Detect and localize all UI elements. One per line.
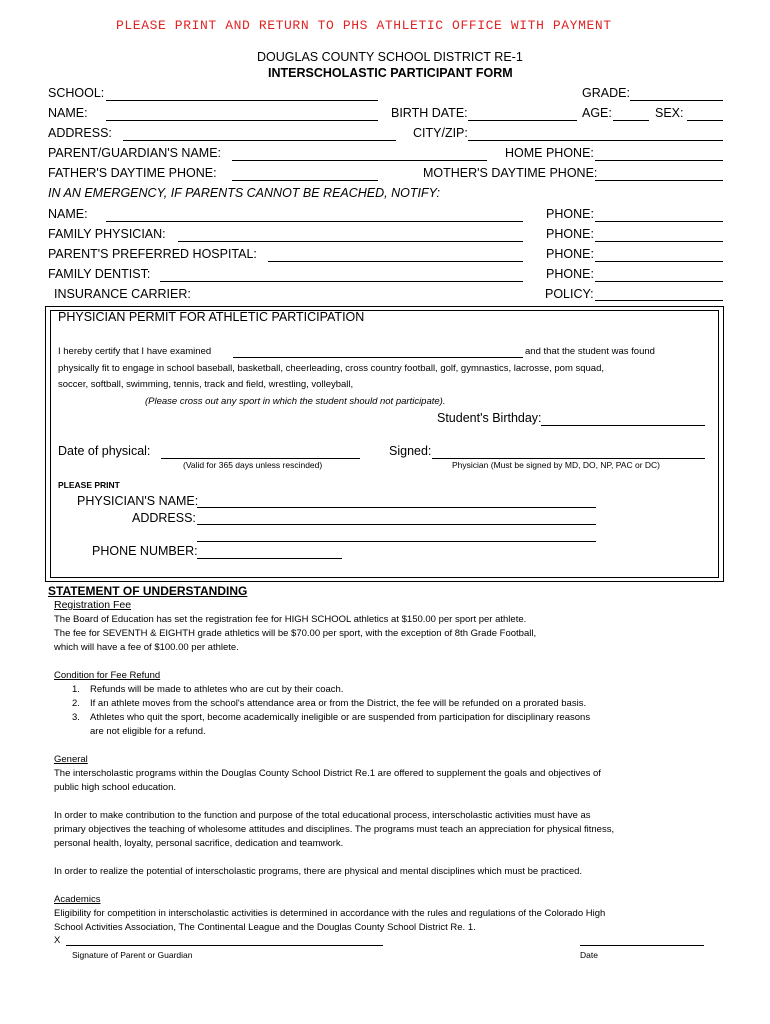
parent-signature-field[interactable] (66, 945, 383, 946)
family-physician-label: FAMILY PHYSICIAN: (48, 227, 166, 241)
academics-heading: Academics (54, 894, 101, 905)
please-print-label: PLEASE PRINT (58, 480, 120, 490)
signature-x-mark: X (54, 935, 61, 946)
grade-field[interactable] (630, 100, 723, 101)
family-dentist-label: FAMILY DENTIST: (48, 267, 151, 281)
age-field[interactable] (613, 120, 649, 121)
general-p2-line-2: primary objectives the teaching of wholesome attitudes and disciplines. The programs must teach an appreciation for physical fitness, (54, 824, 615, 835)
name-label: NAME: (48, 106, 88, 120)
father-phone-field[interactable] (232, 180, 378, 181)
hospital-phone-label: PHONE: (546, 247, 594, 261)
certify-end-text: and that the student was found (525, 346, 655, 357)
form-title: INTERSCHOLASTIC PARTICIPANT FORM (268, 66, 513, 80)
general-p1-line-2: public high school education. (54, 782, 177, 793)
emergency-name-label: NAME: (48, 207, 88, 221)
city-zip-label: CITY/ZIP: (413, 126, 468, 140)
signature-label: Signature of Parent or Guardian (72, 950, 193, 960)
return-notice: PLEASE PRINT AND RETURN TO PHS ATHLETIC OFFICE WITH PAYMENT (116, 18, 612, 33)
emergency-name-field[interactable] (106, 221, 523, 222)
physician-address-label: ADDRESS: (132, 511, 196, 525)
general-p2-line-3: personal health, loyalty, personal sacrifice, dedication and teamwork. (54, 838, 344, 849)
address-field[interactable] (123, 140, 396, 141)
date-of-physical-label: Date of physical: (58, 444, 151, 458)
statement-title: STATEMENT OF UNDERSTANDING (48, 584, 248, 598)
father-phone-label: FATHER'S DAYTIME PHONE: (48, 166, 217, 180)
school-field[interactable] (106, 100, 378, 101)
refund-item-3-cont: are not eligible for a refund. (90, 726, 206, 737)
parent-name-label: PARENT/GUARDIAN'S NAME: (48, 146, 222, 160)
refund-item-2: If an athlete moves from the school's attendance area or from the District, the fee will be refunded on a prorated basis. (90, 698, 587, 709)
dentist-phone-label: PHONE: (546, 267, 594, 281)
cross-out-note: (Please cross out any sport in which the student should not participate). (145, 396, 446, 407)
school-label: SCHOOL: (48, 86, 105, 100)
academics-line-1: Eligibility for competition in interscholastic activities is determined in accordance with the rules and regulations of the Colorado High (54, 908, 606, 919)
name-field[interactable] (106, 120, 378, 121)
dentist-phone-field[interactable] (595, 281, 723, 282)
grade-label: GRADE: (582, 86, 630, 100)
city-zip-field[interactable] (468, 140, 723, 141)
reg-line-2: The fee for SEVENTH & EIGHTH grade athletics will be $70.00 per sport, with the exception of 8th Grade Football, (54, 628, 537, 639)
physician-address-field[interactable] (197, 524, 596, 525)
physician-permit-title: PHYSICIAN PERMIT FOR ATHLETIC PARTICIPATION (58, 310, 365, 324)
general-heading: General (54, 754, 88, 765)
mother-phone-field[interactable] (595, 180, 723, 181)
birth-date-field[interactable] (468, 120, 577, 121)
refund-item-1: Refunds will be made to athletes who are cut by their coach. (90, 684, 344, 695)
reg-line-3: which will have a fee of $100.00 per athlete. (54, 642, 239, 653)
physician-phone-label: PHONE: (546, 227, 594, 241)
registration-heading: Registration Fee (54, 599, 132, 611)
physician-phone-field[interactable] (595, 241, 723, 242)
academics-line-2: School Activities Association, The Continental League and the Douglas County School District Re. 1. (54, 922, 476, 933)
physician-name-label: PHYSICIAN'S NAME: (77, 494, 199, 508)
mother-phone-label: MOTHER'S DAYTIME PHONE: (423, 166, 598, 180)
preferred-hospital-label: PARENT'S PREFERRED HOSPITAL: (48, 247, 257, 261)
students-birthday-field[interactable] (541, 425, 705, 426)
certify-text: I hereby certify that I have examined (58, 346, 212, 357)
date-of-physical-field[interactable] (161, 458, 360, 459)
general-p2-line-1: In order to make contribution to the function and purpose of the total educational process, interscholastic activities must have as (54, 810, 591, 821)
hospital-phone-field[interactable] (595, 261, 723, 262)
sex-label: SEX: (655, 106, 684, 120)
physician-name-field[interactable] (197, 507, 596, 508)
policy-label: POLICY: (545, 287, 594, 301)
refund-heading: Condition for Fee Refund (54, 670, 161, 681)
fit-line-2: soccer, softball, swimming, tennis, track and field, wrestling, volleyball, (58, 379, 354, 390)
signed-label: Signed: (389, 444, 432, 458)
refund-item-3: Athletes who quit the sport, become academically ineligible or are suspended from participation for disciplinary reasons (90, 712, 591, 723)
signed-note: Physician (Must be signed by MD, DO, NP, PAC or DC) (452, 460, 661, 470)
physician-phone-number-field[interactable] (197, 558, 342, 559)
preferred-hospital-field[interactable] (268, 261, 523, 262)
general-p1-line-1: The interscholastic programs within the Douglas County School District Re.1 are offered to supplement the goals and objectives of (54, 768, 601, 779)
refund-item-1-num: 1. (72, 684, 80, 695)
district-title: DOUGLAS COUNTY SCHOOL DISTRICT RE-1 (257, 50, 523, 64)
signature-date-field[interactable] (580, 945, 704, 946)
date-label: Date (580, 950, 598, 960)
age-label: AGE: (582, 106, 612, 120)
emergency-phone-label: PHONE: (546, 207, 594, 221)
family-physician-field[interactable] (178, 241, 523, 242)
fit-line-1: physically fit to engage in school baseball, basketball, cheerleading, cross country football, golf, gymnastics, lacrosse, pom squad, (58, 363, 605, 374)
emergency-note: IN AN EMERGENCY, IF PARENTS CANNOT BE REACHED, NOTIFY: (48, 186, 440, 200)
family-dentist-field[interactable] (160, 281, 523, 282)
general-p3: In order to realize the potential of interscholastic programs, there are physical and mental disciplines which must be practiced. (54, 866, 583, 877)
examined-student-field[interactable] (233, 357, 523, 358)
reg-line-1: The Board of Education has set the registration fee for HIGH SCHOOL athletics at $150.00 per sport per athlete. (54, 614, 527, 625)
insurance-carrier-label: INSURANCE CARRIER: (54, 287, 191, 301)
valid-note: (Valid for 365 days unless rescinded) (183, 460, 323, 470)
address-label: ADDRESS: (48, 126, 112, 140)
physician-signature-field[interactable] (432, 458, 705, 459)
refund-item-3-num: 3. (72, 712, 80, 723)
policy-field[interactable] (595, 300, 723, 301)
phone-number-label: PHONE NUMBER: (92, 544, 198, 558)
parent-name-field[interactable] (232, 160, 487, 161)
birth-date-label: BIRTH DATE: (391, 106, 468, 120)
home-phone-label: HOME PHONE: (505, 146, 594, 160)
refund-item-2-num: 2. (72, 698, 80, 709)
emergency-phone-field[interactable] (595, 221, 723, 222)
students-birthday-label: Student's Birthday: (437, 411, 542, 425)
sex-field[interactable] (687, 120, 723, 121)
physician-address-field-2[interactable] (197, 541, 596, 542)
home-phone-field[interactable] (595, 160, 723, 161)
